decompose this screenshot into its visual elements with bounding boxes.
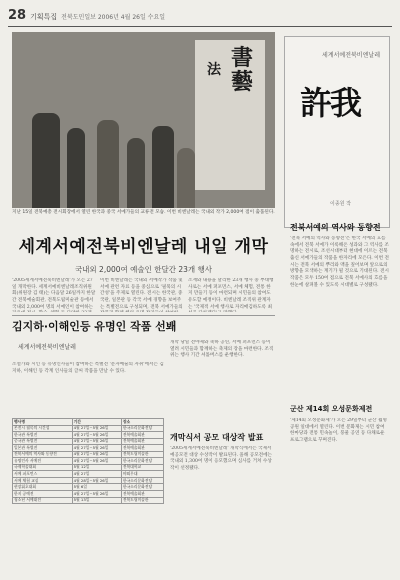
table-cell: 한국관 특별전 [13, 432, 73, 439]
sidebar-body: '전북 서예의 역사와 동향전'은 한국 서예의 흐름 속에서 전북 서예가 이룩해온 성과와 그 역사를 조명하는 전시로, 조선시대부터 현대에 이르는 전북 출신 서예가들의 작품을 한자리에 모은다. 이번 전시는 전북 서예의 뿌리와 맥을 짚어보며 앞으로의 방향을 모색하는 계기가 될 것으로 기대된다. 전시 작품은 모두 150여 점으로 전북 서예사의 흐름을 한눈에 살펴볼 수 있도록 시대별로 구성됐다. [290, 236, 389, 288]
table-cell: 장소 [121, 419, 163, 426]
table-cell: 국제학술대회 [13, 464, 73, 471]
section2-headline: 김지하·이해인등 유명인 작품 선봬 [12, 320, 177, 333]
table-cell: 전북대학교 [121, 464, 163, 471]
table-cell: 전북예술회관 [121, 438, 163, 445]
table-cell: 4월 27일~5월 26일 [72, 458, 121, 465]
table-cell: 전북서예의 역사와 동향전 [13, 451, 73, 458]
article-col-3: 소재와 내용을 달리한 23개 행사 중 부대행사로는 서예 퍼포먼스, 서예 체험, 전통 한지 만들기 등이 마련되며 시민들의 참여도 유도할 예정이다. 비엔날레 조직위 관계자는 '국제적 서예 행사로 자리매김하도록 최 [188, 278, 274, 310]
table-cell: 한국소리문화전당 [121, 477, 163, 484]
mid-body-1: 개막 당일 전야제와 축하 공연, 서예 퍼포먼스 등이 열려 시민들과 함께하는 축제의 장을 마련한다. 조직위는 행사 기간 셔틀버스를 운행한다. [170, 340, 274, 359]
main-headline: 세계서예전북비엔날레 내일 개막 [18, 237, 269, 257]
event-photo: 書藝 法 [12, 32, 275, 208]
table-cell: 유명인사 서예전 [13, 458, 73, 465]
table-cell: 한국소리문화전당 [121, 425, 163, 432]
table-row [13, 497, 164, 504]
mid-body-2: '2005세계서예전북비엔날레' 개막식에서는 국제서예공모전 대상 수상작이 발표된다. 올해 공모전에는 국내외 1,300여 명이 응모했으며 심사를 거쳐 수상작이 선정됐다. [170, 446, 272, 471]
table-cell: 5월 6일 [72, 484, 121, 491]
calligraphy-artwork: 許我 [300, 84, 361, 122]
event-schedule-table [12, 418, 164, 504]
section-divider [12, 315, 275, 316]
table-cell: 한국소리문화전당 [121, 458, 163, 465]
table-cell: 전북도립미술관 [121, 497, 163, 504]
right2-headline: 군산 제14회 오성문화제전 [290, 405, 373, 413]
table-cell: 중국관 특별전 [13, 438, 73, 445]
table-cell: 서예 퍼포먼스 [13, 471, 73, 478]
page-number: 28 [8, 8, 27, 23]
table-cell: 4월 27일~5월 26일 [72, 445, 121, 452]
table-cell: 4월 27일~5월 26일 [72, 432, 121, 439]
section2-body: 소설가와 시인 등 유명인사들이 참여하는 특별전 '문자예술의 자취'에서는 김지하, 이해인 등 각계 인사들의 글씨 작품을 만날 수 있다. [12, 362, 164, 374]
table-cell: 행사명 [13, 419, 73, 426]
publication-line: 전북도민일보 2006년 4월 26일 수요일 [61, 14, 166, 21]
table-cell: 본전시 필묵의 시간성 [13, 425, 73, 432]
table-cell: 4월 27일 [72, 471, 121, 478]
header-rule [8, 26, 392, 27]
section-name: 기획특집 [30, 13, 58, 21]
table-cell: 4월 27일~5월 26일 [72, 425, 121, 432]
table-cell: 한국소리문화전당 [121, 484, 163, 491]
table-cell: 서예 체험 교실 [13, 477, 73, 484]
article-col-1: '2005세계서예전북비엔날레'가 오는 27일 개막한다. 세계서예비엔날레조직위원회(위원장 김 태)는 다음달 26일까지 한달간 전북예술회관, 전북도립미술관 등에서 국내외 2,000여 명의 서예인이 참여하는 [12, 278, 96, 310]
table-cell: 4월 28일~5월 26일 [72, 477, 121, 484]
sidebar-title: 전북서예의 역사와 동향전 [290, 223, 381, 232]
table-cell: 전북예술회관 [121, 491, 163, 498]
main-subheadline: 국내외 2,000여 예술인 한달간 23개 행사 [74, 265, 213, 274]
sidebar-logo: 세계서예전북비엔날레 [322, 52, 380, 59]
table-cell: 청소년 서예대전 [13, 497, 73, 504]
table-cell: 한지 공예전 [13, 491, 73, 498]
table-cell: 5월 13일 [72, 497, 121, 504]
table-cell: 4월 27일~5월 26일 [72, 438, 121, 445]
table-cell: 기간 [72, 419, 121, 426]
artist-credit: 이종원 작 [330, 201, 351, 207]
table-cell: 야외무대 [121, 471, 163, 478]
photo-caption: 지난 15일 전북예총 전시회장에서 열린 한국과 중국 서예가들의 교류전 모습. 이번 비엔날레는 국내외 작가 2,000여 점이 출품된다. [12, 210, 275, 215]
right2-body: '제14회 오성문화제'가 오는 29일부터 군산 월명공원 일대에서 열린다. 이번 문화제는 시민 참여 한마당과 전통 민속놀이, 풍물 공연 등 다채로운 프로그램으로 꾸며진다. [290, 418, 387, 443]
table-cell: 전북예술회관 [121, 445, 163, 452]
article-col-2: 이번 비엔날레는 국내외 서예작가 작품 및 서예 관련 자료 등을 중심으로 '필묵의 시간성'을 주제로 열린다. 전시는 한국관, 중국관, 일본관 등 각국 서예 경향을 보여주는 특별전으로 구성되며, 전북 서예가들의 [100, 278, 183, 310]
table-cell: 전북예술회관 [121, 432, 163, 439]
table-cell: 현장휘호대회 [13, 484, 73, 491]
table-cell: 5월 12일 [72, 464, 121, 471]
section2-logo: 세계서예전북비엔날레 [18, 344, 76, 351]
mid-headline: 개막식서 공모 대상작 발표 [170, 433, 264, 442]
page-header [8, 8, 392, 24]
table-cell: 4월 27일~5월 26일 [72, 451, 121, 458]
table-cell: 4월 27일~5월 26일 [72, 491, 121, 498]
table-cell: 일본관 특별전 [13, 445, 73, 452]
table-cell: 전북도립미술관 [121, 451, 163, 458]
